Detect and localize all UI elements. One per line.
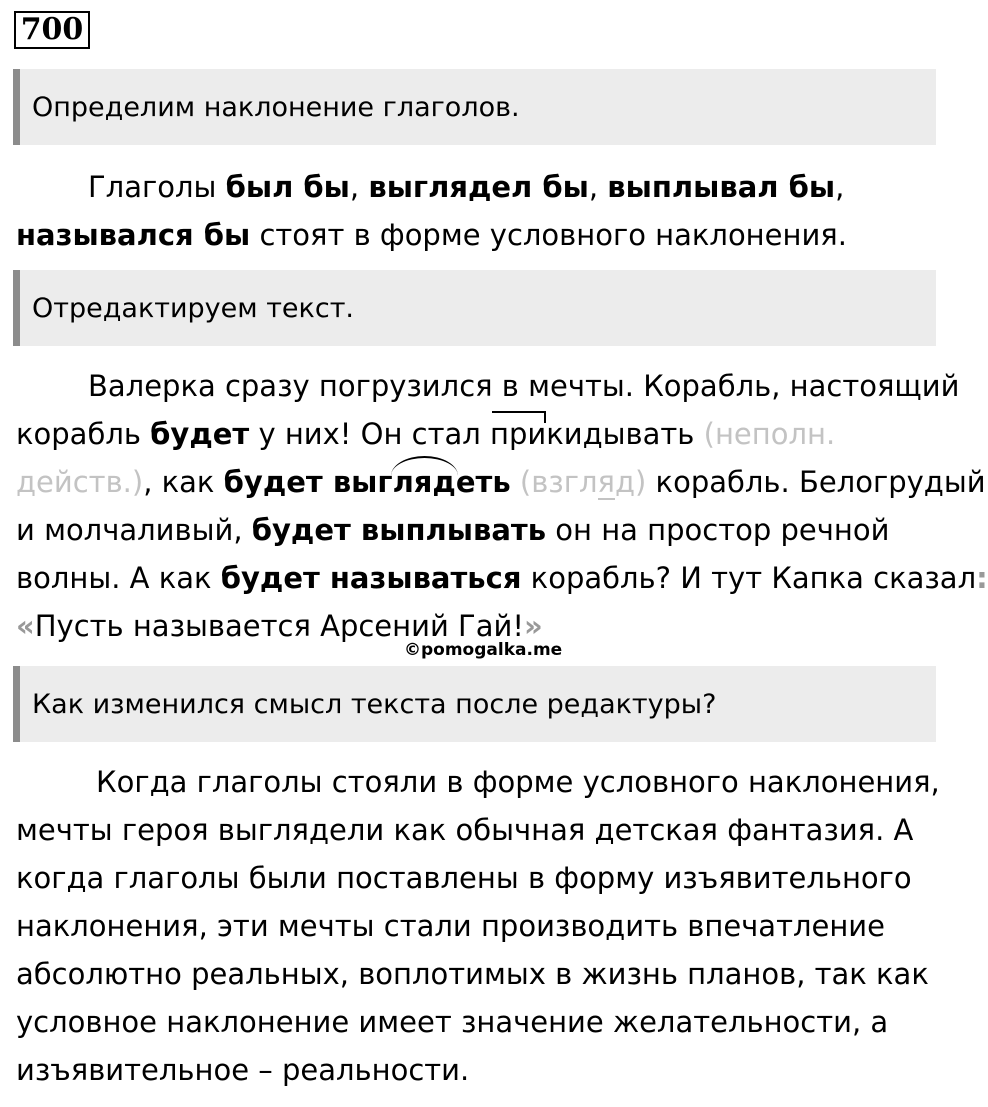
verb-bold: будет выплывать bbox=[251, 513, 547, 547]
root-check-note: (взгл bbox=[510, 465, 598, 499]
text: Когда глаголы стояли в форме условного наклонения, bbox=[96, 765, 940, 799]
verb-bold: будет bbox=[150, 417, 250, 451]
text: стоят в форме условного наклонения. bbox=[250, 218, 847, 252]
text: Глаголы bbox=[88, 170, 226, 204]
verb-bold: будет bbox=[223, 465, 333, 499]
exercise-number: 700 bbox=[14, 11, 90, 49]
grammar-note: действ.) bbox=[16, 465, 144, 499]
text: изъявительное – реальности. bbox=[16, 1053, 470, 1087]
section-header-determine-mood bbox=[13, 69, 936, 145]
verb-bold: назывался бы bbox=[16, 218, 251, 252]
root-mark: ляд bbox=[393, 458, 456, 506]
text: когда глаголы были поставлены в форму изъявительного bbox=[16, 861, 912, 895]
paragraph-edited-text: Валерка сразу погрузился в мечты. Корабль, настоящий корабль будет у них! Он стал прикидывать (неполн. действ.), как будет выглядеть (взгляд) корабль. Белогрудый и молчаливый, будет выплывать он на простор речной волны. А как будет называться корабль? И тут Капка сказал: «Пусть называется Арсений Гай!» bbox=[16, 369, 988, 643]
verb-bold: выплывал бы bbox=[607, 170, 836, 204]
section-header-label: Как изменился смысл текста после редактуры? bbox=[32, 688, 717, 720]
quote-open: « bbox=[16, 609, 35, 643]
paragraph-mood-answer: Глаголы был бы, выглядел бы, выплывал бы, назывался бы стоят в форме условного наклонения. bbox=[16, 170, 847, 252]
section-header-label: Отредактируем текст. bbox=[32, 292, 355, 324]
verb-bold: будет называться bbox=[220, 561, 522, 595]
text: абсолютно реальных, воплотимых в жизнь планов, так как bbox=[16, 957, 929, 991]
paragraph-meaning-answer bbox=[16, 758, 946, 1094]
section-header-meaning-change bbox=[13, 666, 936, 742]
text: условное наклонение имеет значение желательности, а bbox=[16, 1005, 889, 1039]
verb-bold: был бы bbox=[225, 170, 350, 204]
watermark: ©pomogalka.me bbox=[404, 640, 563, 660]
grammar-note: (неполн. bbox=[694, 417, 836, 451]
section-header-edit-text bbox=[13, 270, 936, 346]
section-header-label: Определим наклонение глаголов. bbox=[32, 91, 520, 123]
text: Валерка сразу погрузился в мечты. Корабль, настоящий bbox=[88, 369, 960, 403]
verb-bold: выглядел бы bbox=[368, 170, 589, 204]
stressed-vowel: я bbox=[597, 465, 615, 499]
prefix-mark: при bbox=[490, 410, 546, 458]
quote-close: » bbox=[523, 609, 543, 643]
text: наклонения, эти мечты стали производить впечатление bbox=[16, 909, 885, 943]
colon-mark: : bbox=[976, 561, 988, 595]
text: мечты героя выглядели как обычная детская фантазия. А bbox=[16, 813, 914, 847]
